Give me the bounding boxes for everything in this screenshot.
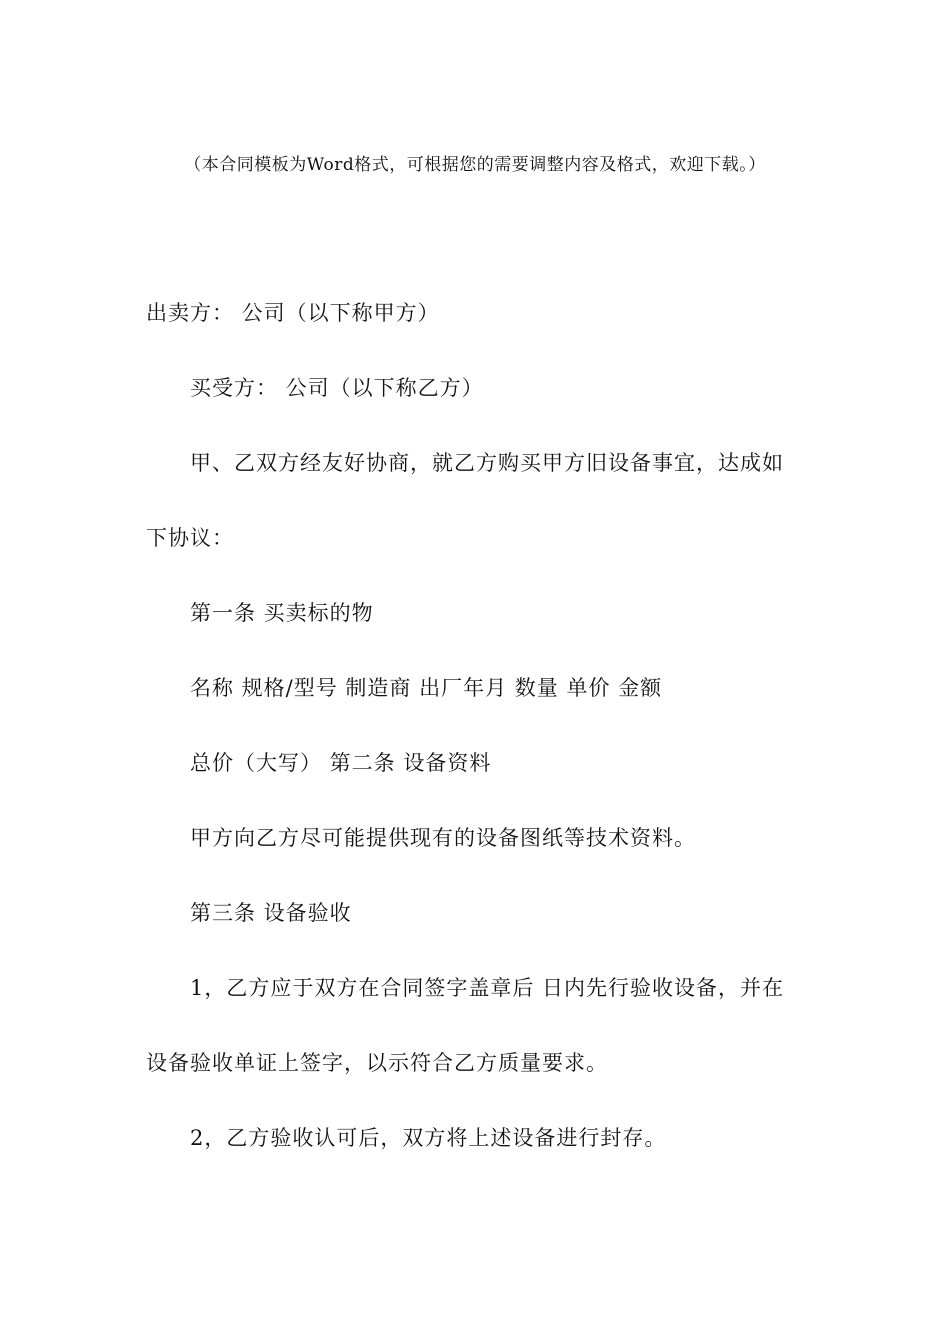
article-3-clause-1-line-2: 设备验收单证上签字，以示符合乙方质量要求。 [146,1051,608,1075]
article-3-clause-1-line-1: 1，乙方应于双方在合同签字盖章后 日内先行验收设备，并在 [190,976,785,1000]
article-3-heading: 第三条 设备验收 [190,901,352,925]
article-3-clause-2: 2，乙方验收认可后，双方将上述设备进行封存。 [190,1126,667,1150]
total-and-article-2-line: 总价（大写） 第二条 设备资料 [190,751,492,775]
buyer-line: 买受方： 公司（以下称乙方） [190,376,484,400]
preamble-line-1: 甲、乙双方经友好协商，就乙方购买甲方旧设备事宜，达成如 [190,451,784,475]
seller-line: 出卖方： 公司（以下称甲方） [146,301,440,325]
item-columns-line: 名称 规格/型号 制造商 出厂年月 数量 单价 金额 [190,676,663,700]
preamble-line-2: 下协议： [146,526,234,550]
article-2-body: 甲方向乙方尽可能提供现有的设备图纸等技术资料。 [190,826,696,850]
template-note: （本合同模板为Word格式，可根据您的需要调整内容及格式，欢迎下载。） [184,155,766,175]
article-1-heading: 第一条 买卖标的物 [190,601,374,625]
